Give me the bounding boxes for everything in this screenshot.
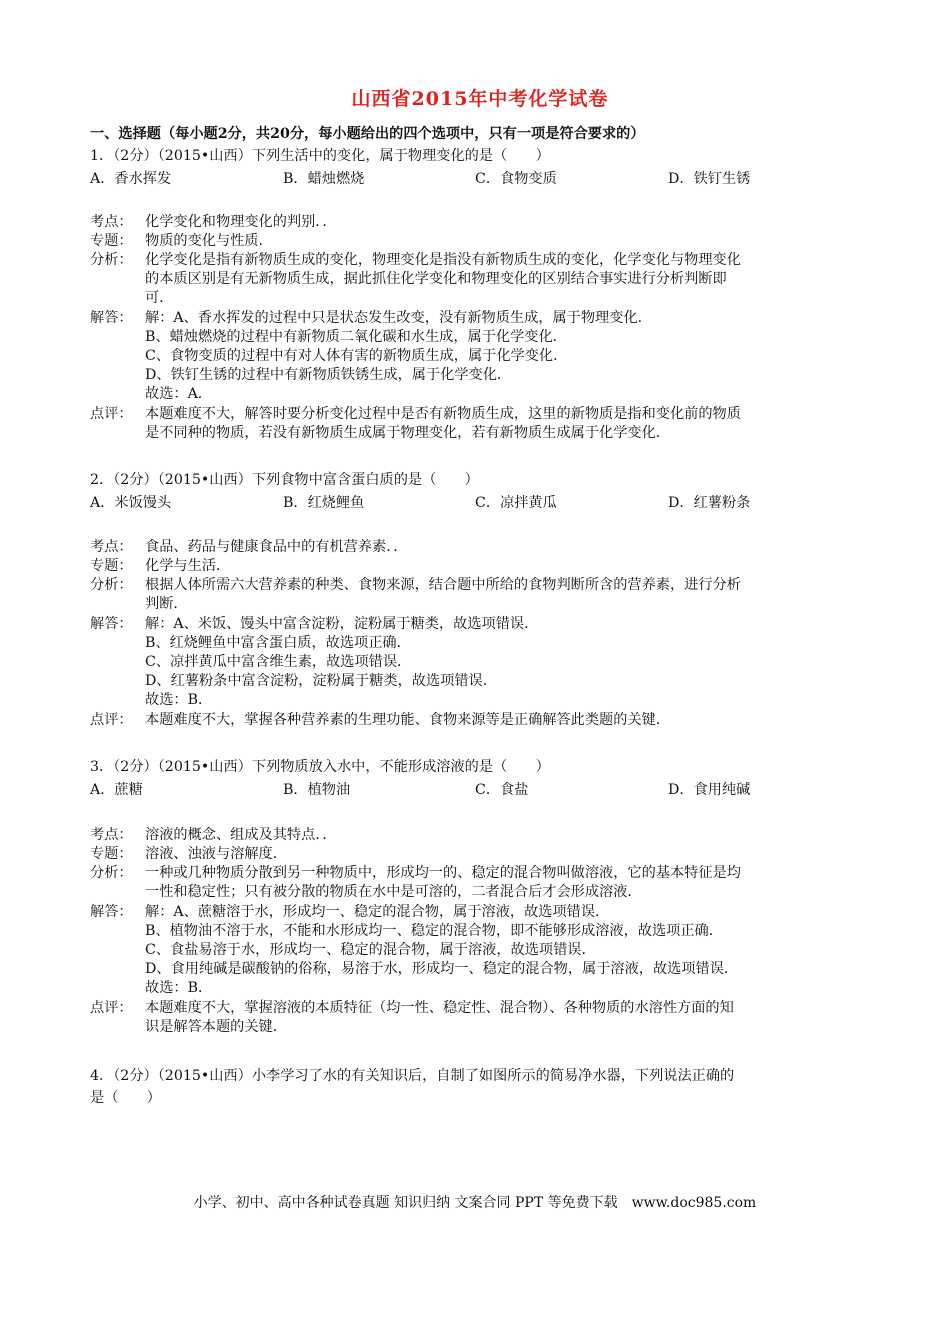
label-dianping: 点评：: [90, 1000, 133, 1016]
page-title: 山西省2015年中考化学试卷: [351, 88, 609, 110]
dianping-line: 是不同种的物质，若没有新物质生成属于物理变化，若有新物质生成属于化学变化．: [145, 425, 670, 441]
jieda-line: D、红薯粉条中富含淀粉，淀粉属于糖类，故选项错误．: [145, 673, 497, 689]
option-d: D．食用纯碱: [668, 782, 751, 798]
label-fenxi: 分析：: [90, 577, 133, 593]
question-stem: 3．（2分）（2015•山西）下列物质放入水中，不能形成溶液的是（ ）: [90, 759, 550, 775]
fenxi-line: 根据人体所需六大营养素的种类、食物来源，结合题中所给的食物判断所含的营养素，进行分析: [145, 577, 741, 593]
fenxi-line: 一种或几种物质分散到另一种物质中，形成均一的、稳定的混合物叫做溶液，它的基本特征是均: [145, 865, 741, 881]
option-b: B．红烧鲤鱼: [283, 495, 365, 511]
fenxi-line: 化学变化是指有新物质生成的变化，物理变化是指没有新物质生成的变化，化学变化与物理变化: [145, 252, 741, 268]
label-zhuanti: 专题：: [90, 233, 133, 249]
label-kaodian: 考点：: [90, 214, 133, 230]
jieda-line: 解：A、米饭、馒头中富含淀粉，淀粉属于糖类，故选项错误．: [145, 616, 539, 632]
kaodian-text: 化学变化和物理变化的判别．．: [145, 214, 337, 230]
option-b: B．植物油: [283, 782, 351, 798]
option-c: C．食盐: [475, 782, 529, 798]
label-dianping: 点评：: [90, 406, 133, 422]
jieda-line: B、植物油不溶于水，不能和水形成均一、稳定的混合物，即不能够形成溶液，故选项正确．: [145, 923, 723, 939]
jieda-line: C、食盐易溶于水，形成均一、稳定的混合物，属于溶液，故选项错误．: [145, 942, 596, 958]
question-stem: 2．（2分）（2015•山西）下列食物中富含蛋白质的是（ ）: [90, 472, 479, 488]
label-kaodian: 考点：: [90, 539, 133, 555]
jieda-line: C、凉拌黄瓜中富含维生素，故选项错误．: [145, 654, 412, 670]
label-fenxi: 分析：: [90, 865, 133, 881]
jieda-line: 故选：B．: [145, 692, 213, 708]
jieda-line: 解：A、香水挥发的过程中只是状态发生改变，没有新物质生成，属于物理变化．: [145, 310, 652, 326]
fenxi-line: 一性和稳定性；只有被分散的物质在水中是可溶的，二者混合后才会形成溶液．: [145, 884, 642, 900]
question-stem-continued: 是（ ）: [90, 1090, 161, 1106]
option-d: D．红薯粉条: [668, 495, 751, 511]
fenxi-line: 的本质区别是有无新物质生成，据此抓住化学变化和物理变化的区别结合事实进行分析判断即: [145, 271, 727, 287]
option-d: D．铁钉生锈: [668, 171, 751, 187]
option-c: C．食物变质: [475, 171, 557, 187]
label-jieda: 解答：: [90, 904, 133, 920]
zhuanti-text: 溶液、浊液与溶解度．: [145, 846, 287, 862]
question-stem: 4．（2分）（2015•山西）小李学习了水的有关知识后，自制了如图所示的简易净水器，下列说法正确的: [90, 1068, 735, 1084]
label-fenxi: 分析：: [90, 252, 133, 268]
option-a: A．米饭馒头: [90, 495, 172, 511]
option-c: C．凉拌黄瓜: [475, 495, 557, 511]
fenxi-line: 判断．: [145, 596, 188, 612]
dianping-line: 识是解答本题的关键．: [145, 1019, 287, 1035]
jieda-line: B、蜡烛燃烧的过程中有新物质二氧化碳和水生成，属于化学变化．: [145, 329, 567, 345]
dianping-line: 本题难度不大，掌握各种营养素的生理功能、食物来源等是正确解答此类题的关键．: [145, 712, 670, 728]
option-b: B．蜡烛燃烧: [283, 171, 365, 187]
option-a: A．香水挥发: [90, 171, 172, 187]
section-heading: 一、选择题（每小题2分，共20分，每小题给出的四个选项中，只有一项是符合要求的）: [90, 126, 645, 142]
dianping-line: 本题难度不大，解答时要分析变化过程中是否有新物质生成，这里的新物质是指和变化前的物质: [145, 406, 741, 422]
jieda-line: D、铁钉生锈的过程中有新物质铁锈生成，属于化学变化．: [145, 367, 512, 383]
jieda-line: D、食用纯碱是碳酸钠的俗称，易溶于水，形成均一、稳定的混合物，属于溶液，故选项错误．: [145, 961, 739, 977]
label-jieda: 解答：: [90, 310, 133, 326]
kaodian-text: 溶液的概念、组成及其特点．．: [145, 827, 337, 843]
label-zhuanti: 专题：: [90, 846, 133, 862]
zhuanti-text: 化学与生活．: [145, 558, 231, 574]
jieda-line: 解：A、蔗糖溶于水，形成均一、稳定的混合物，属于溶液，故选项错误．: [145, 904, 610, 920]
jieda-line: B、红烧鲤鱼中富含蛋白质，故选项正确．: [145, 635, 411, 651]
kaodian-text: 食品、药品与健康食品中的有机营养素．．: [145, 539, 408, 555]
jieda-line: C、食物变质的过程中有对人体有害的新物质生成，属于化学变化．: [145, 348, 568, 364]
option-a: A．蔗糖: [90, 782, 143, 798]
dianping-line: 本题难度不大，掌握溶液的本质特征（均一性、稳定性、混合物）、各种物质的水溶性方面的知: [145, 1000, 734, 1016]
jieda-line: 故选：B．: [145, 980, 213, 996]
label-jieda: 解答：: [90, 616, 133, 632]
page-footer: 小学、初中、高中各种试卷真题 知识归纳 文案合同 PPT 等免费下载 www.doc985.com: [193, 1195, 757, 1211]
jieda-line: 故选：A．: [145, 386, 212, 402]
zhuanti-text: 物质的变化与性质．: [145, 233, 273, 249]
label-zhuanti: 专题：: [90, 558, 133, 574]
question-stem: 1．（2分）（2015•山西）下列生活中的变化，属于物理变化的是（ ）: [90, 148, 550, 164]
label-kaodian: 考点：: [90, 827, 133, 843]
fenxi-line: 可．: [145, 290, 174, 306]
label-dianping: 点评：: [90, 712, 133, 728]
